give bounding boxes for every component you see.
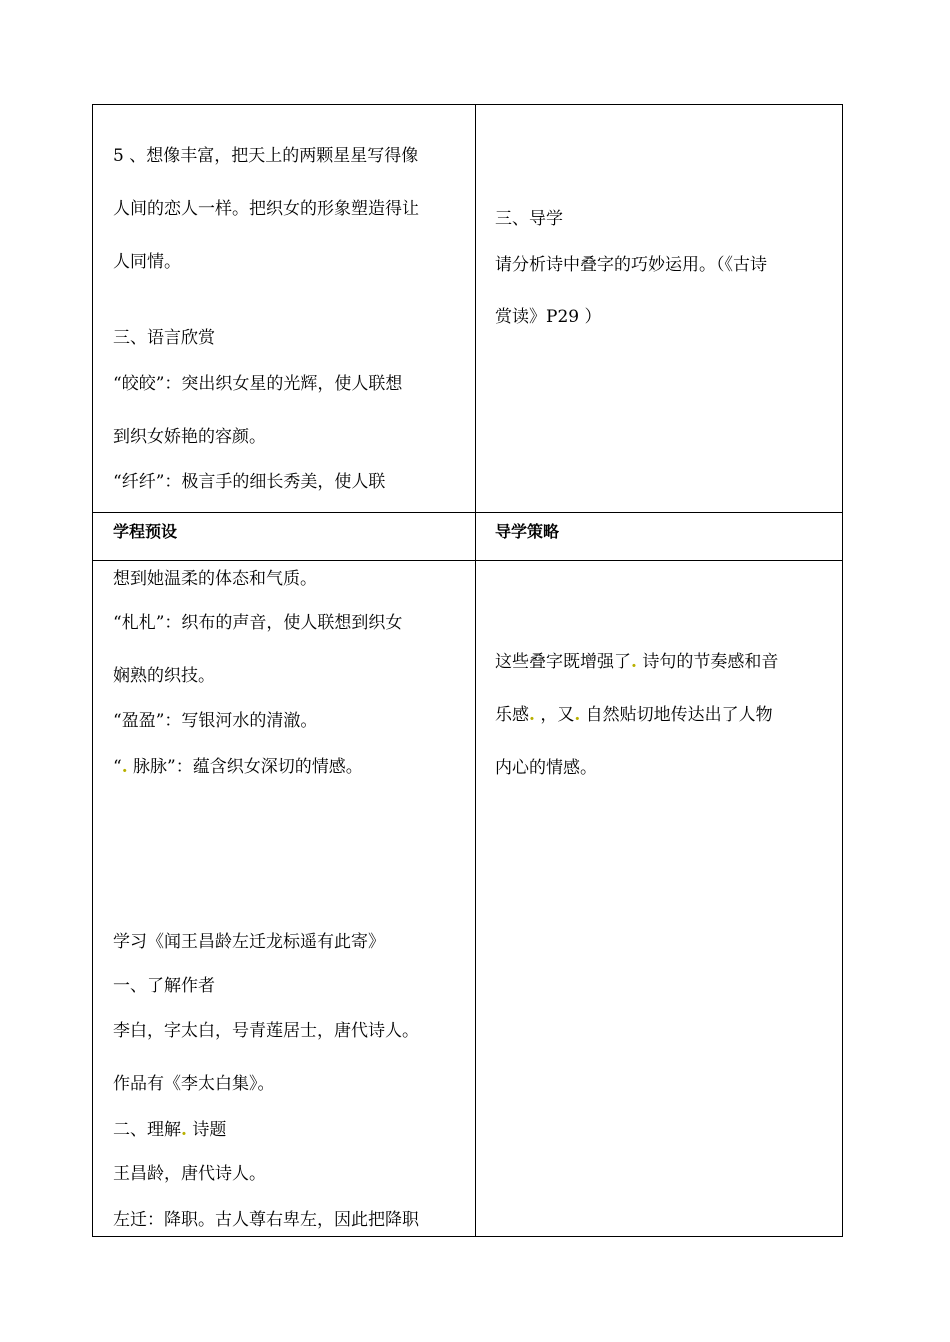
upper-right-section-heading: 三、导学 — [495, 209, 563, 229]
lower-right-line-1 — [495, 651, 778, 673]
lower-left-item-4: “盈盈”：写银河水的清澈。 — [113, 711, 318, 731]
section-2-prefix: 二、理解 — [113, 1120, 181, 1140]
section-2-heading — [113, 1119, 226, 1141]
lower-right-line-1-prefix: 这些叠字既增强了 — [495, 652, 631, 672]
section-1-line-a: 李白，字太白，号青莲居士，唐代诗人。 — [113, 1021, 419, 1041]
upper-left-line-2: 人间的恋人一样。把织女的形象塑造得让 — [113, 199, 419, 219]
lesson-table — [92, 104, 843, 1237]
lower-left-item-5 — [113, 756, 363, 778]
section-1-line-b: 作品有《李太白集》。 — [113, 1074, 275, 1094]
header-top-line — [93, 512, 842, 513]
upper-left-item-2a: “纤纤”：极言手的细长秀美，使人联 — [113, 472, 386, 492]
section-2-line-b: 左迁：降职。古人尊右卑左，因此把降职 — [113, 1210, 419, 1230]
upper-left-item-1b: 到织女娇艳的容颜。 — [113, 427, 266, 447]
section-2-line-a: 王昌龄，唐代诗人。 — [113, 1164, 266, 1184]
lower-left-line-1: 想到她温柔的体态和气质。 — [113, 569, 317, 589]
study-title: 学习《闻王昌龄左迁龙标遥有此寄》 — [113, 932, 385, 952]
upper-right-line-1: 请分析诗中叠字的巧妙运用。（《古诗 — [495, 255, 767, 275]
lower-right-line-1-rest: 诗句的节奏感和音 — [636, 652, 779, 672]
lower-left-item-3b: 娴熟的织技。 — [113, 666, 215, 686]
header-left-label: 学程预设 — [113, 522, 178, 541]
upper-left-line-1: 5 、想像丰富，把天上的两颗星星写得像 — [113, 146, 419, 166]
item-5-text: 脉脉”：蕴含织女深切的情感。 — [127, 757, 363, 777]
column-divider — [475, 105, 476, 1236]
lower-right-line-1-dot: . — [631, 652, 637, 672]
header-right-label: 导学策略 — [495, 522, 560, 541]
lower-right-line-2-dot-2: . — [574, 705, 581, 725]
upper-left-section-heading: 三、语言欣赏 — [113, 328, 215, 348]
section-1-heading: 一、了解作者 — [113, 976, 215, 996]
lower-right-line-2-prefix: 乐感 — [495, 705, 529, 725]
upper-right-line-2: 赏读》P29 ） — [495, 307, 602, 327]
lower-right-line-2 — [495, 704, 773, 726]
section-2-rest: 诗题 — [186, 1120, 227, 1140]
header-bottom-line — [93, 560, 842, 561]
section-2-dot: . — [181, 1120, 187, 1140]
upper-left-item-1a: “皎皎”：突出织女星的光辉，使人联想 — [113, 374, 403, 394]
item-5-quote: “ — [113, 757, 122, 777]
item-5-dot: . — [121, 757, 128, 777]
lower-left-item-3a: “札札”：织布的声音，使人联想到织女 — [113, 613, 403, 633]
lower-right-line-2-dot-1: . — [529, 705, 535, 725]
lower-right-line-3: 内心的情感。 — [495, 758, 597, 778]
upper-left-line-3: 人同情。 — [113, 252, 181, 272]
lower-right-line-2-mid: ，又 — [534, 705, 575, 725]
lower-right-line-2-rest: 自然贴切地传达出了人物 — [580, 705, 773, 725]
